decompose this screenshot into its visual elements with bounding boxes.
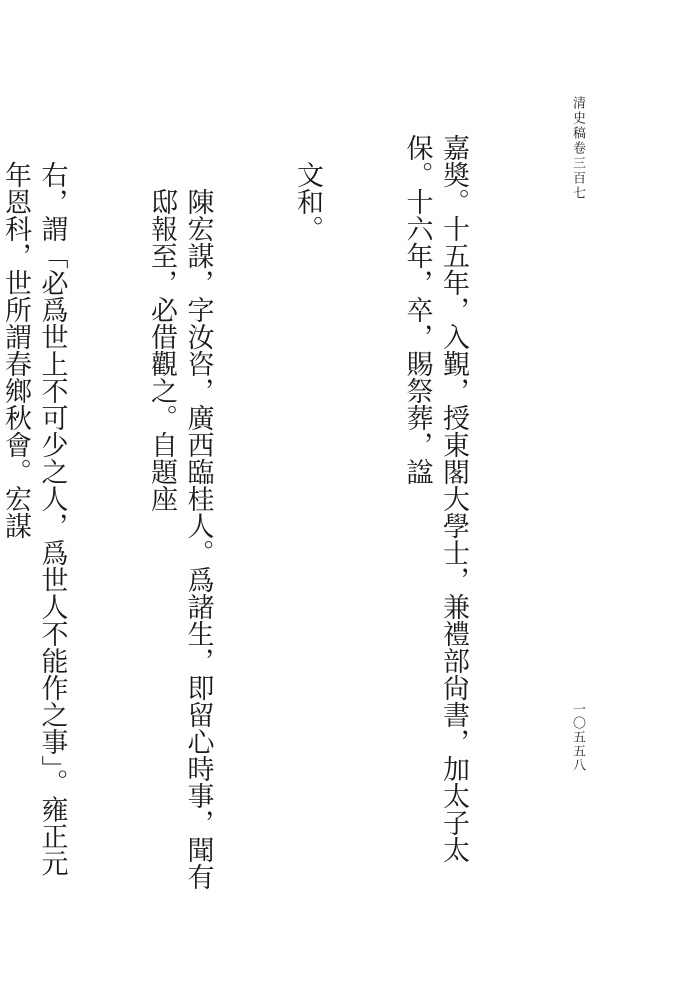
running-header: 清史稿卷三百七 — [570, 96, 585, 201]
main-text-block — [0, 134, 544, 896]
text-column: 文和。 — [292, 161, 323, 242]
text-column: 陳宏謀，字汝咨，廣西臨桂人。爲諸生，即留心時事，聞有邸報至，必借觀之。自題座 — [146, 188, 214, 890]
text-column: 嘉奬。十五年，入覲，授東閣大學士，兼禮部尙書，加太子太保。十六年，卒，賜祭葬，諡 — [401, 134, 469, 863]
page-number: 一〇五五八 — [570, 702, 585, 772]
text-column: 右，謂「必爲世上不可少之人，爲世人不能作之事」。雍正元年恩科，世所謂春鄉秋會。宏謀 — [0, 161, 68, 877]
